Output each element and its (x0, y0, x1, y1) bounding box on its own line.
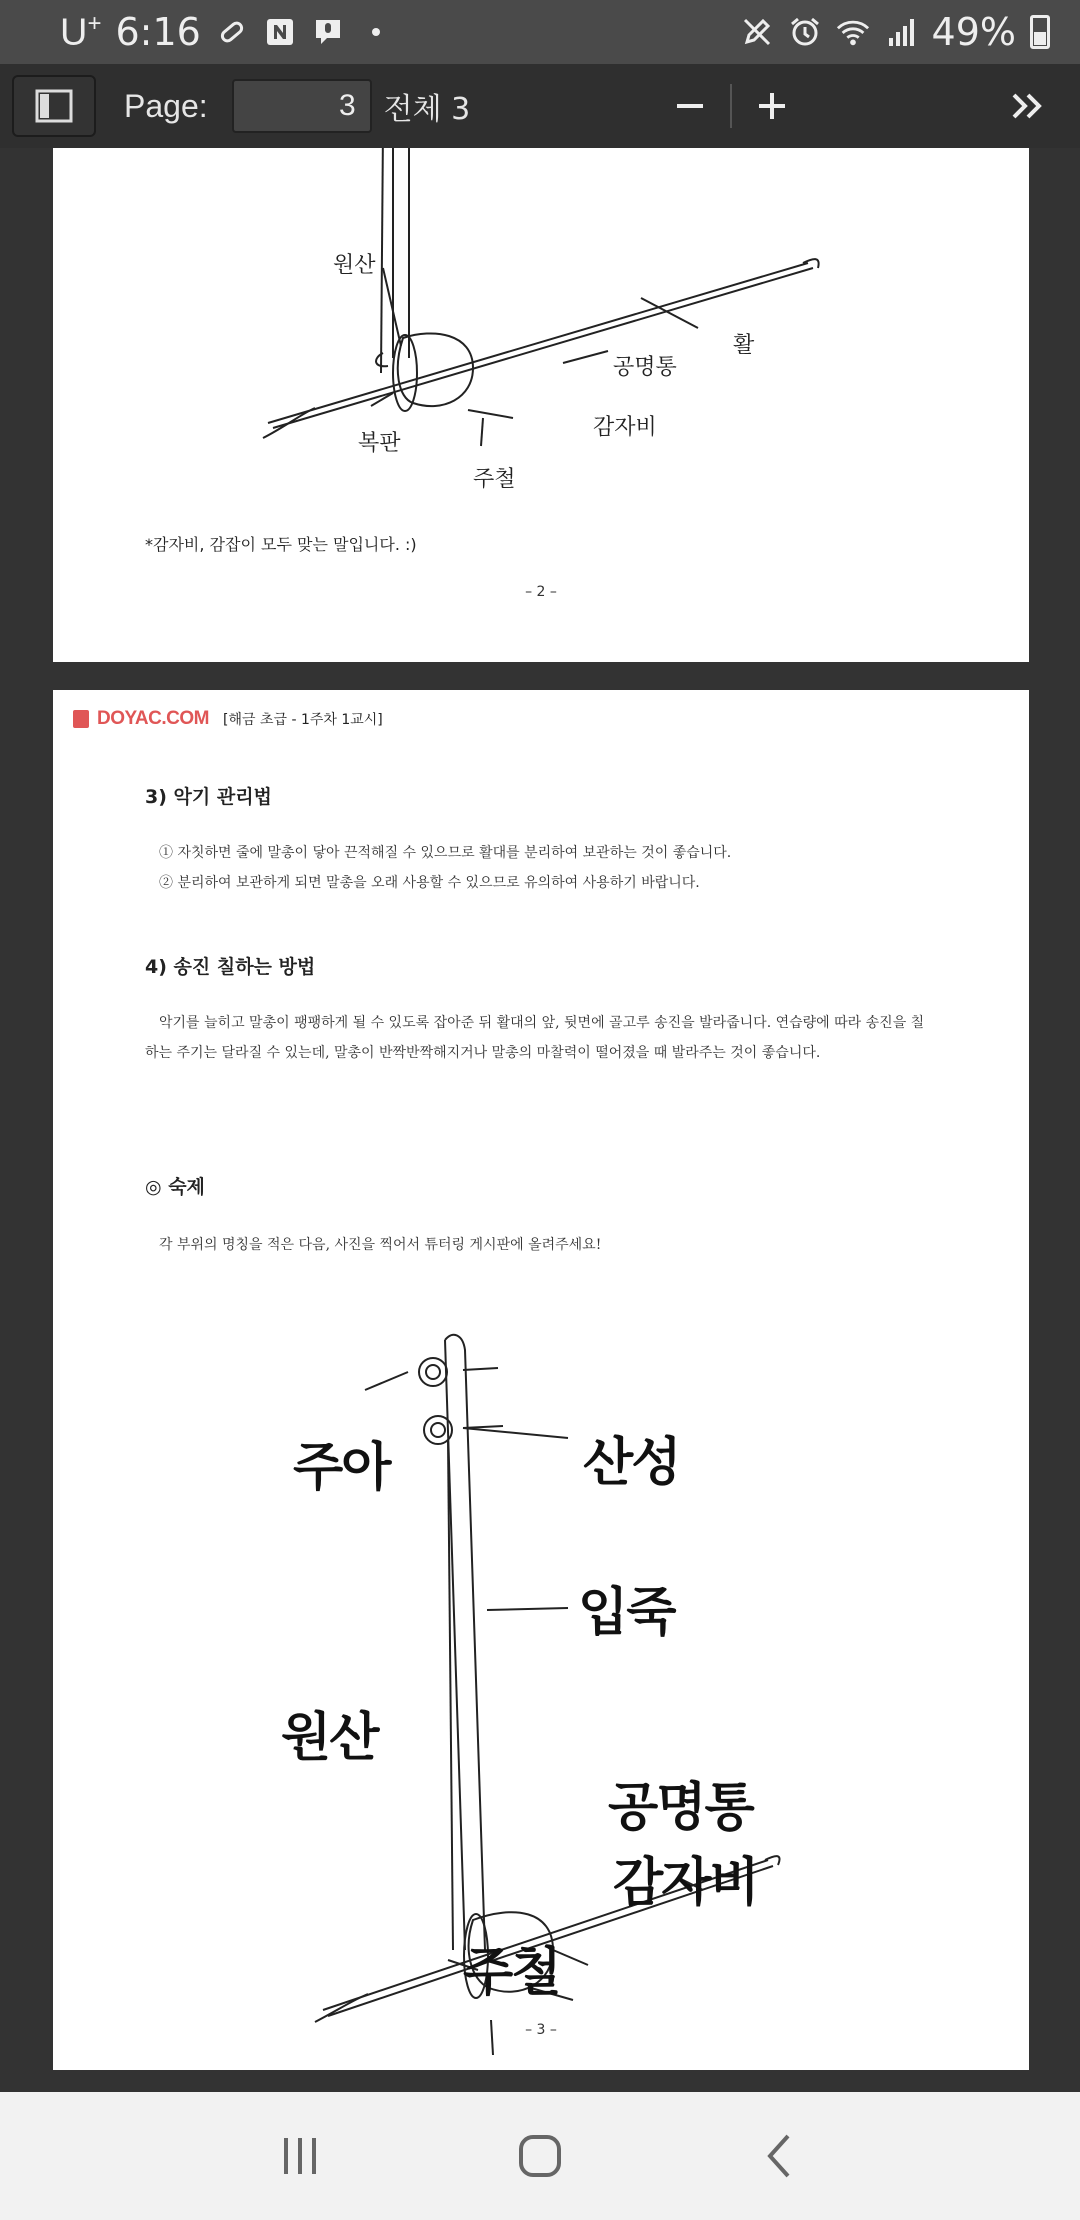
section3-title: 3) 악기 관리법 (145, 786, 272, 808)
label-hwal: 활 (733, 333, 755, 358)
handwriting-sanseong: 산성 (583, 1433, 680, 1493)
zoom-out-button[interactable] (672, 82, 708, 130)
minus-icon (675, 91, 705, 121)
handwriting-jucheol: 주철 (463, 1943, 560, 2003)
dot-icon (359, 15, 393, 49)
back-icon (760, 2132, 800, 2180)
more-tools-button[interactable] (1004, 82, 1056, 130)
section4-title: 4) 송진 칠하는 방법 (145, 956, 316, 978)
total-pages: 전체 3 (383, 92, 471, 127)
course-title: [해금 초급 - 1주차 1교시] (222, 712, 383, 728)
pill-icon (215, 15, 249, 49)
page-number-3: – 3 – (525, 2022, 557, 2038)
carrier: U+ (60, 9, 102, 54)
page-number-2: – 2 – (525, 584, 557, 600)
page-header (73, 708, 383, 730)
label-gongmyeongtong: 공명통 (613, 355, 677, 380)
label-jucheol: 주철 (473, 467, 516, 492)
label-wonsan: 원산 (333, 253, 376, 278)
sidebar-icon (34, 88, 74, 124)
status-bar (0, 0, 1080, 64)
edit-off-icon (740, 15, 774, 49)
pdf-page-2 (53, 148, 1029, 662)
back-button[interactable] (740, 2116, 820, 2196)
sidebar-toggle-button[interactable] (12, 75, 96, 137)
document-viewer[interactable] (0, 148, 1080, 2092)
mic-message-icon (311, 15, 345, 49)
wifi-icon (836, 15, 870, 49)
handwriting-juah: 주아 (293, 1438, 390, 1498)
battery-icon (1030, 15, 1050, 49)
page-number-input[interactable]: 3 (232, 79, 372, 133)
handwriting-ipjuk: 입죽 (578, 1583, 675, 1643)
homework-title: ◎ 숙제 (145, 1176, 205, 1198)
clock: 6:16 (115, 10, 201, 54)
recent-apps-icon (278, 2134, 322, 2178)
label-bokpan: 복판 (358, 431, 401, 456)
note-text: *감자비, 감잡이 모두 맞는 말입니다. :) (145, 535, 417, 554)
haegeum-diagram-labeled (53, 148, 1029, 448)
recent-apps-button[interactable] (260, 2116, 340, 2196)
pdf-page-3 (53, 690, 1029, 2070)
section3-item-1: ① 자칫하면 줄에 말총이 닿아 끈적해질 수 있으므로 활대를 분리하여 보관하는 것이 좋습니다. (159, 845, 732, 861)
system-nav-bar (0, 2092, 1080, 2220)
zoom-in-button[interactable] (752, 82, 792, 130)
naver-icon (263, 15, 297, 49)
homework-text: 각 부위의 명칭을 적은 다음, 사진을 찍어서 튜터링 게시판에 올려주세요! (159, 1237, 602, 1253)
pdf-toolbar (0, 64, 1080, 148)
double-chevron-right-icon (1010, 91, 1050, 121)
handwriting-gongmyeongtong: 공명통 (608, 1778, 753, 1838)
doyac-logo-icon (73, 710, 89, 728)
handwriting-wonsan: 원산 (281, 1708, 378, 1768)
page-label: Page: (124, 87, 208, 124)
handwriting-gamjabi: 감자비 (613, 1853, 758, 1913)
alarm-icon (788, 15, 822, 49)
doyac-logo: DOYAC.COM (97, 708, 209, 729)
label-gamjabi: 감자비 (593, 415, 657, 440)
toolbar-divider (730, 84, 732, 128)
home-button[interactable] (500, 2116, 580, 2196)
section4-paragraph: 악기를 늘히고 말총이 팽팽하게 될 수 있도록 잡아준 뒤 활대의 앞, 뒷면에 골고루 송진을 발라줍니다. 연습량에 따라 송진을 칠하는 주기는 달라질 수 있는데, 말총이 반짝반짝해지거나 말총의 마찰력이 떨어졌을 때 발라주는 것이 좋습니다. (145, 1015, 925, 1061)
section3-item-2: ② 분리하여 보관하게 되면 말총을 오래 사용할 수 있으므로 유의하여 사용하기 바랍니다. (159, 875, 700, 891)
signal-icon (884, 15, 918, 49)
home-icon (516, 2132, 564, 2180)
battery-percent: 49% (931, 10, 1016, 54)
plus-icon (757, 91, 787, 121)
